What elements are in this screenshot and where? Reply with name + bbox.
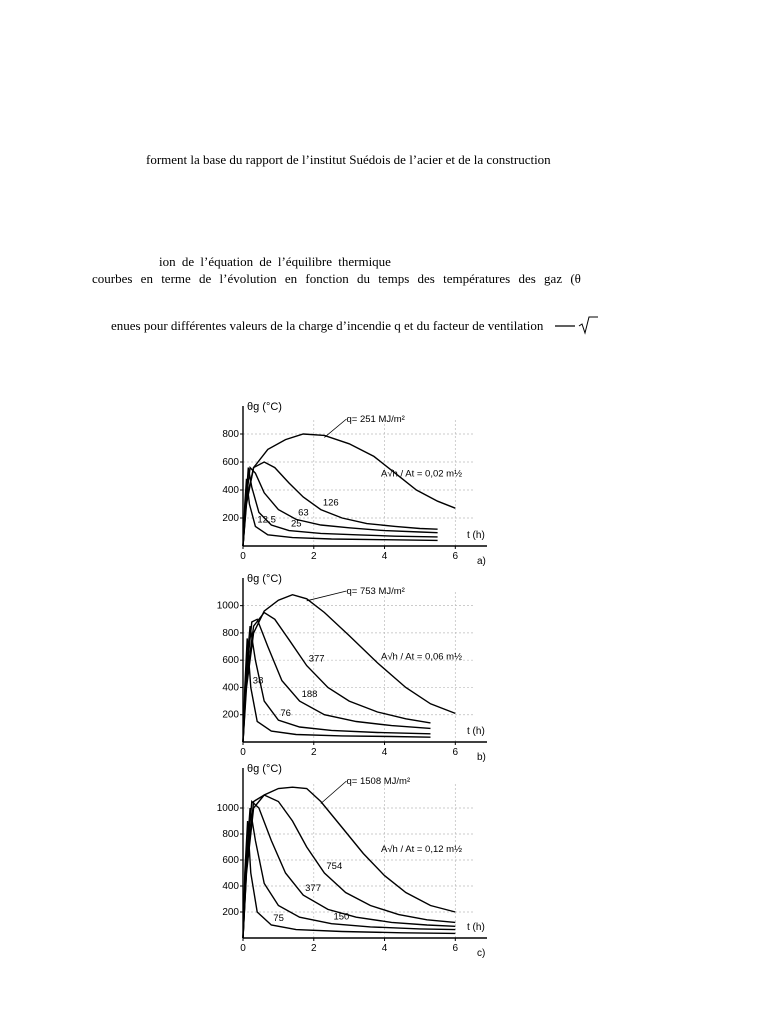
figure-c [205,763,515,962]
panel-label: b) [477,752,486,763]
y-tick-label: 200 [222,907,239,918]
q-leader-line [324,419,346,437]
ventilation-factor-label: A√h / At = 0,06 m½ [381,651,462,663]
series-label-76: 76 [280,708,291,720]
ventilation-factor-label: A√h / At = 0,12 m½ [381,844,462,856]
q-label: q= 753 MJ/m² [346,586,405,597]
series-line-377 [243,613,431,743]
series-label-377: 377 [308,653,325,665]
x-tick-label: 6 [452,943,459,954]
q-leader-line [321,781,347,804]
y-axis-label: θg (°C) [247,401,282,413]
x-tick-label: 0 [240,551,246,562]
series-label-754: 754 [326,861,343,872]
x-tick-label: 4 [381,747,388,758]
y-tick-label: 600 [222,655,239,667]
q-label: q= 1508 MJ/m² [346,776,411,787]
y-tick-label: 400 [222,682,239,694]
text-line-1: forment la base du rapport de l’institut Suédois de l’acier et de la construction [146,152,551,167]
text-line-2: ion de l’équation de l’équilibre thermique [159,254,391,269]
series-line-188 [243,619,431,742]
ventilation-factor-symbol [551,316,599,336]
q-leader-line [307,591,347,601]
x-axis-label: t (h) [467,726,485,737]
text-line-3: courbes en terme de l’évolution en fonction du temps des températures des gaz (θ [92,271,581,286]
x-tick-label: 2 [310,747,317,758]
y-tick-label: 1000 [216,600,239,612]
y-tick-label: 200 [222,709,239,721]
y-axis-label: θg (°C) [247,763,282,775]
q-label: q= 251 MJ/m² [346,414,405,425]
y-axis-label: θg (°C) [247,573,282,585]
y-tick-label: 800 [222,829,239,840]
panel-label: a) [477,556,486,567]
figure-a [205,396,515,568]
series-label-38: 38 [252,675,264,687]
y-tick-label: 800 [222,429,239,440]
text-line-4 [111,316,599,336]
y-tick-label: 600 [222,855,239,866]
x-tick-label: 6 [452,551,459,562]
x-tick-label: 2 [310,943,317,954]
y-tick-label: 400 [222,881,239,892]
series-label-63: 63 [298,507,309,519]
panel-label: c) [477,948,486,959]
x-axis-label: t (h) [467,922,485,933]
x-tick-label: 6 [452,747,459,758]
series-label-377: 377 [305,883,322,895]
y-tick-label: 600 [222,457,239,468]
series-label-12,5: 12,5 [257,514,276,526]
figure-b [205,573,515,765]
y-tick-label: 200 [222,513,239,524]
series-label-188: 188 [301,689,318,701]
x-tick-label: 2 [310,551,317,562]
x-tick-label: 0 [240,943,246,954]
x-tick-label: 0 [240,747,246,758]
x-axis-label: t (h) [467,530,485,541]
x-tick-label: 4 [381,943,388,954]
y-tick-label: 400 [222,485,239,496]
y-tick-label: 800 [222,627,239,639]
series-label-75: 75 [273,913,284,924]
x-tick-label: 4 [381,551,388,562]
y-tick-label: 1000 [216,803,239,814]
series-label-126: 126 [322,497,339,509]
series-label-150: 150 [333,911,350,923]
series-label-25: 25 [291,518,302,530]
ventilation-factor-label: A√h / At = 0,02 m½ [381,468,462,480]
text-line-4-content: enues pour différentes valeurs de la charge d’incendie q et du facteur de ventilation [111,318,544,333]
